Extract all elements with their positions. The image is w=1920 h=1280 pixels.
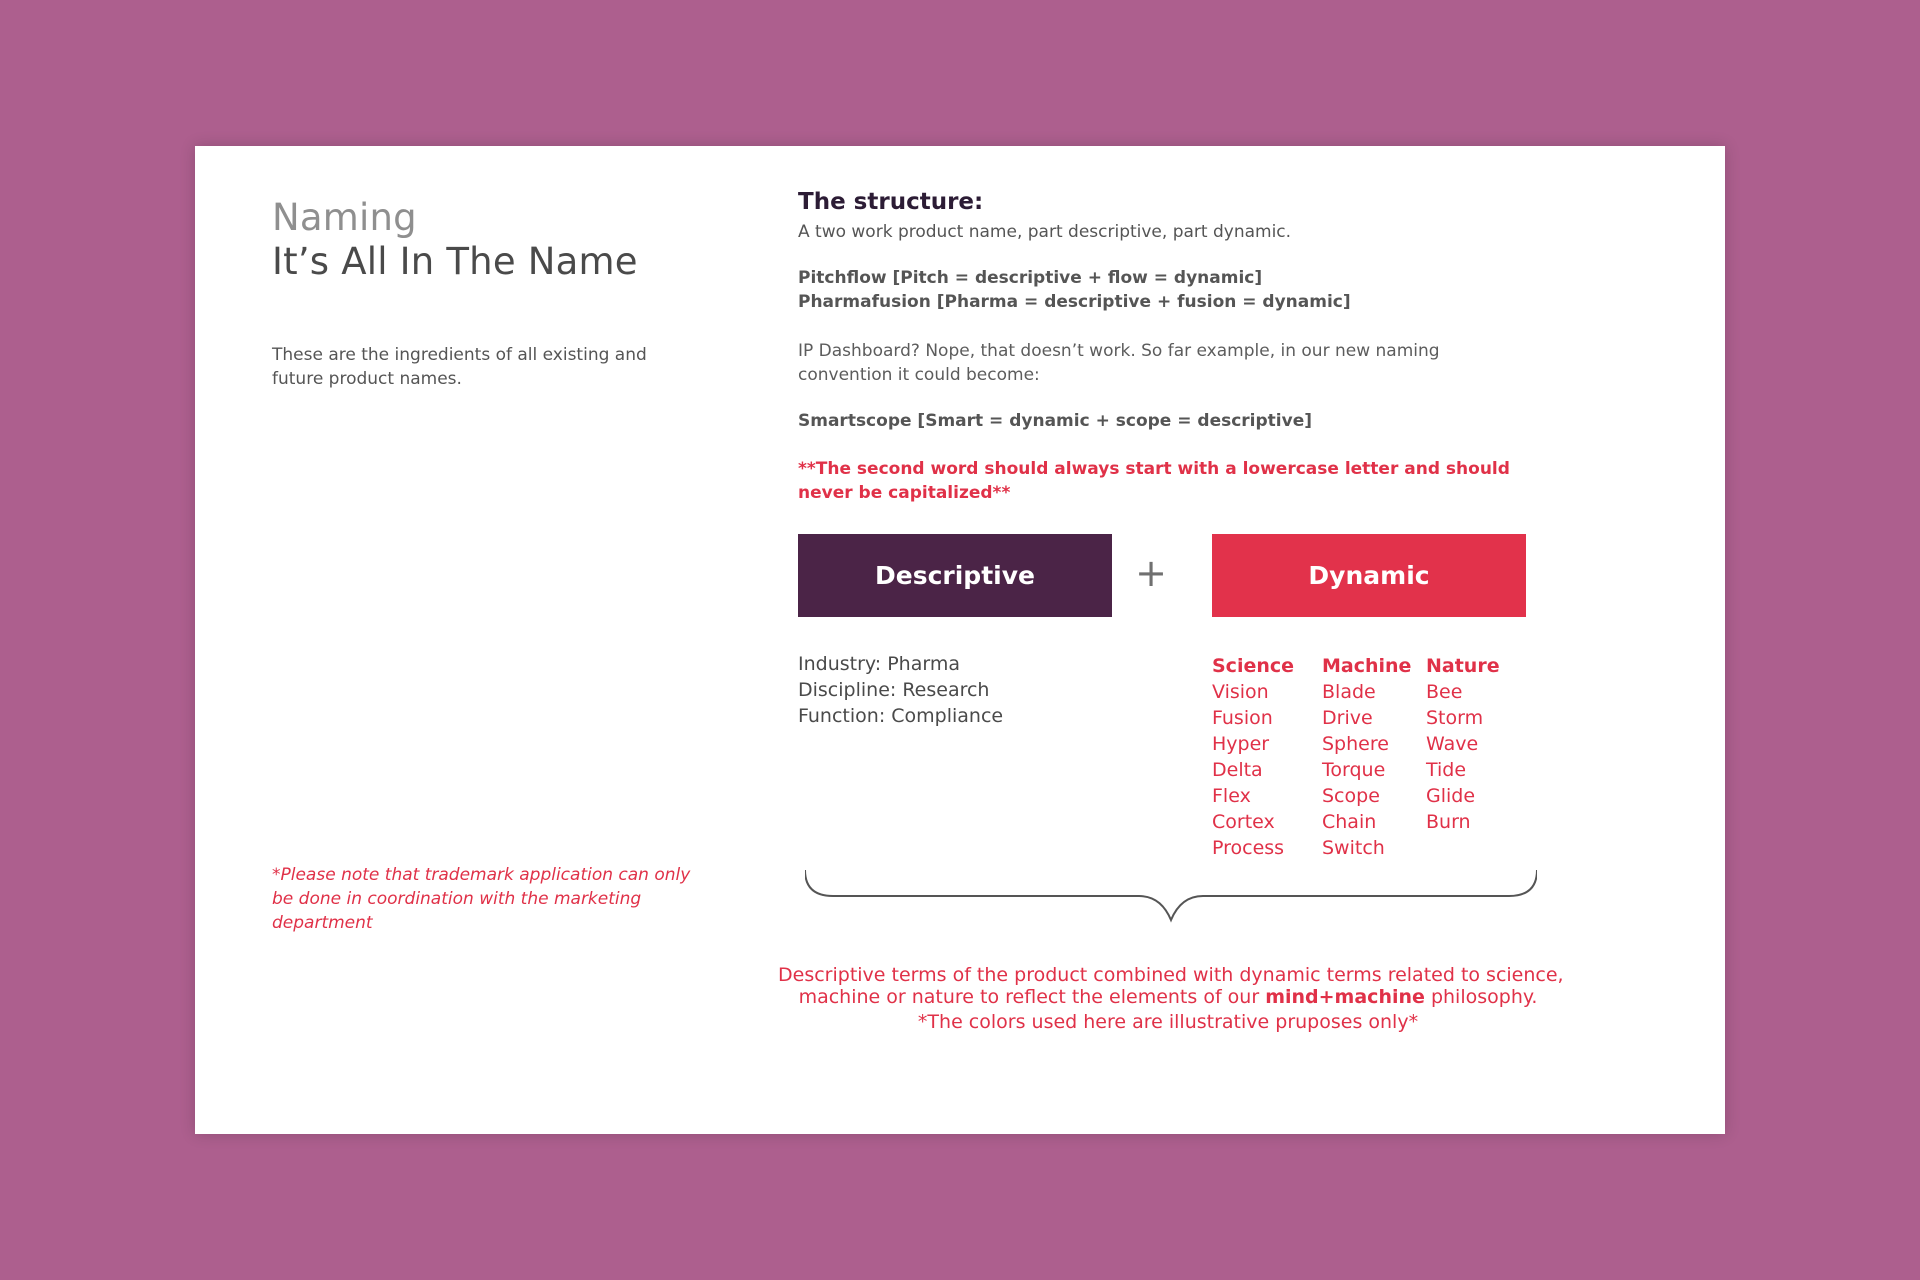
nature-term: Storm: [1426, 707, 1484, 729]
descriptive-box-label: Descriptive: [875, 561, 1035, 590]
mind-machine-emphasis: mind+machine: [1265, 986, 1425, 1008]
intro-text: These are the ingredients of all existing and future product names.: [272, 345, 647, 389]
machine-term: Chain: [1322, 811, 1377, 833]
naming-slide: [195, 146, 1725, 1134]
colors-disclaimer: *The colors used here are illustrative pruposes only*: [917, 1011, 1419, 1033]
science-term: Flex: [1212, 785, 1251, 807]
attribute-function: Function: Compliance: [798, 705, 1004, 727]
nature-term: Wave: [1426, 733, 1479, 755]
machine-column: [1322, 653, 1411, 861]
dynamic-box: [1212, 534, 1526, 617]
nature-term: Bee: [1426, 681, 1463, 703]
ip-dashboard-text: IP Dashboard? Nope, that doesn’t work. So far example, in our new naming convention it could become:: [798, 341, 1440, 385]
science-term: Hyper: [1212, 733, 1270, 755]
attribute-industry: Industry: Pharma: [798, 653, 960, 675]
machine-term: Drive: [1322, 707, 1373, 729]
footer-line-2: [778, 986, 1558, 1008]
nature-term: Tide: [1426, 759, 1467, 781]
section-label: Naming: [272, 196, 417, 239]
machine-term: Scope: [1322, 785, 1380, 807]
footer-line-2-end: philosophy.: [1424, 986, 1538, 1008]
science-term: Vision: [1212, 681, 1269, 703]
science-heading: Science: [1212, 655, 1295, 677]
example-smartscope: Smartscope [Smart = dynamic + scope = descriptive]: [798, 411, 1313, 431]
trademark-note: *Please note that trademark application can only be done in coordination with the marketing department: [272, 865, 691, 933]
machine-term: Sphere: [1322, 733, 1389, 755]
machine-term: Blade: [1322, 681, 1376, 703]
nature-term: Glide: [1426, 785, 1476, 807]
machine-term: Switch: [1322, 837, 1385, 859]
structure-heading: The structure:: [798, 189, 984, 215]
science-column: [1212, 653, 1294, 861]
footer-line-2-start: machine or nature to reflect the elements of our: [798, 986, 1266, 1008]
attribute-discipline: Discipline: Research: [798, 679, 990, 701]
plus-sign: +: [1135, 551, 1167, 595]
nature-heading: Nature: [1426, 655, 1500, 677]
structure-description: A two work product name, part descriptive, part dynamic.: [798, 222, 1292, 242]
machine-term: Torque: [1322, 759, 1386, 781]
dynamic-box-label: Dynamic: [1308, 561, 1430, 590]
machine-heading: Machine: [1322, 655, 1412, 677]
science-term: Cortex: [1212, 811, 1275, 833]
descriptive-box: [798, 534, 1112, 617]
page-title: It’s All In The Name: [272, 240, 638, 283]
curly-brace: [805, 868, 1537, 928]
nature-term: Burn: [1426, 811, 1471, 833]
example-pitchflow: Pitchflow [Pitch = descriptive + flow = dynamic]: [798, 268, 1263, 288]
capitalization-rule: **The second word should always start with a lowercase letter and should never be capitalized**: [798, 459, 1510, 503]
example-pharmafusion: Pharmafusion [Pharma = descriptive + fusion = dynamic]: [798, 292, 1351, 312]
science-term: Fusion: [1212, 707, 1273, 729]
science-term: Delta: [1212, 759, 1263, 781]
footer-line-1: Descriptive terms of the product combined with dynamic terms related to science,: [778, 964, 1564, 986]
science-term: Process: [1212, 837, 1285, 859]
nature-column: [1426, 653, 1500, 835]
